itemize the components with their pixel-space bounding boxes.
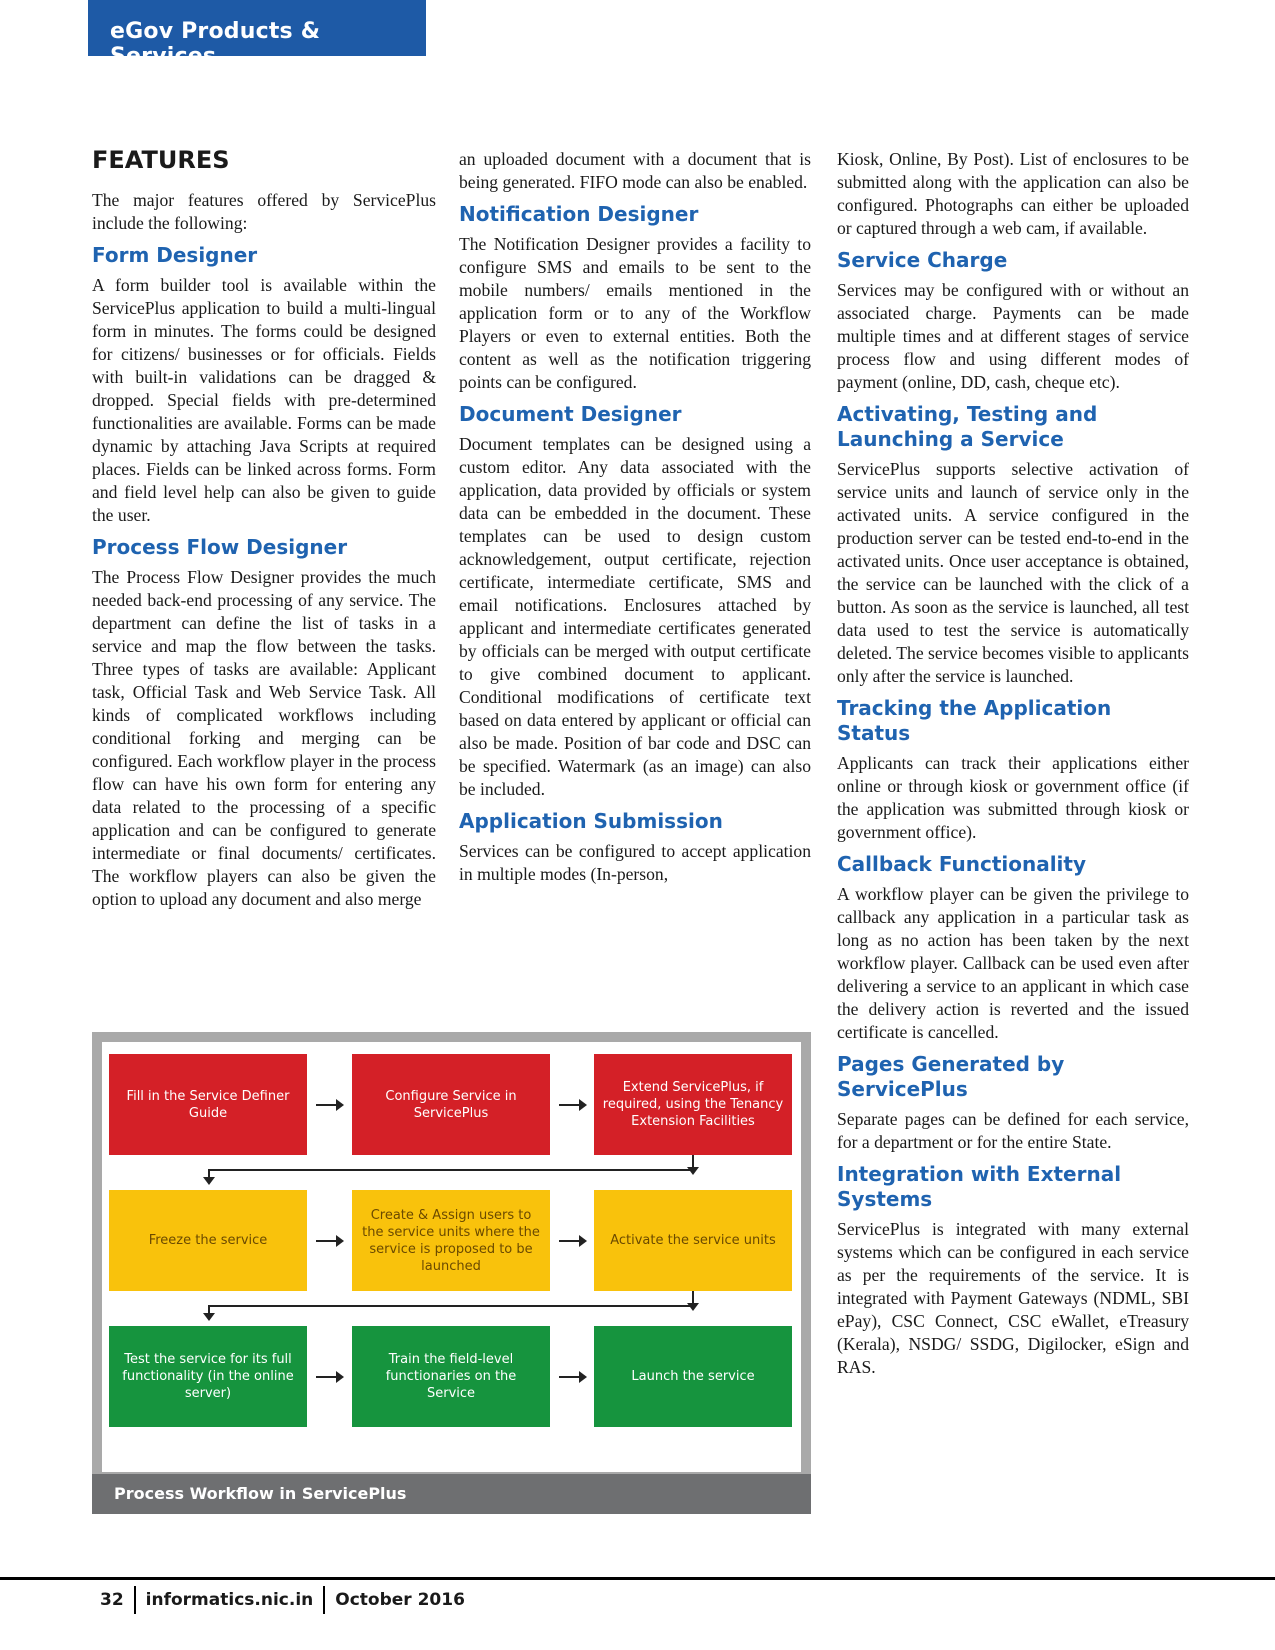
workflow-step-extend: Extend ServicePlus, if required, using the Tenancy Extension Facilities	[594, 1054, 792, 1155]
integration-heading: Integration with External Systems	[837, 1162, 1122, 1211]
workflow-step-fill-guide: Fill in the Service Definer Guide	[109, 1054, 307, 1155]
tracking-heading: Tracking the Application Status	[837, 696, 1112, 745]
column-3	[837, 148, 1189, 1387]
process-flow-continuation: an uploaded document with a document that is being generated. FIFO mode can also be enabled.	[459, 149, 811, 192]
document-designer-body: Document templates can be designed using a custom editor. Any data associated with the application, data provided by officials or system data can be embedded in the document. These templates can be used to design custom acknowledgement, output certificate, rejection certificate, intermediate certificate, SMS and email notifications. Enclosures attached by applicant and intermediate certificates generated by officials can be merged with output certificate to give combined document to applicant. Conditional modifications of certificate text based on data entered by applicant or official can also be made. Position of bar code and DSC can be specified. Watermark (as an image) can also be included.	[459, 434, 811, 799]
service-charge-body: Services may be configured with or without an associated charge. Payments can be made multiple times and at different stages of service process flow and using different modes of payment (online, DD, cash, cheque etc).	[837, 280, 1189, 392]
application-submission-continuation: Kiosk, Online, By Post). List of enclosures to be submitted along with the application can also be configured. Photographs can either be uploaded or captured through a web cam, if available.	[837, 149, 1189, 238]
workflow-connector	[208, 1305, 694, 1307]
workflow-arrow	[316, 1240, 342, 1242]
footer-site: informatics.nic.in	[145, 1590, 314, 1610]
workflow-connector	[208, 1169, 694, 1171]
workflow-connector	[692, 1291, 694, 1305]
pages-heading: Pages Generated by ServicePlus	[837, 1052, 1065, 1101]
callback-heading: Callback Functionality	[837, 852, 1087, 876]
workflow-arrow	[316, 1104, 342, 1106]
notification-designer-heading: Notification Designer	[459, 202, 699, 226]
footer-separator	[134, 1586, 136, 1614]
footer-issue: October 2016	[335, 1590, 465, 1610]
workflow-step-configure: Configure Service in ServicePlus	[352, 1054, 550, 1155]
service-charge-heading: Service Charge	[837, 248, 1008, 272]
process-flow-designer-heading: Process Flow Designer	[92, 535, 348, 559]
callback-body: A workflow player can be given the privilege to callback any application in a particular task as long as no action has been taken by the next workflow player. Callback can be used even after delivering a service to an applicant in which case the delivery action is reverted and the issued certificate is cancelled.	[837, 884, 1189, 1042]
workflow-arrow	[316, 1376, 342, 1378]
document-designer-heading: Document Designer	[459, 402, 682, 426]
integration-body: ServicePlus is integrated with many external systems which can be configured in each service as per the requirements of the service. It is integrated with Payment Gateways (NDML, SBI ePay), CSC Connect, CSC eWallet, eTreasury (Kerala), NSDG/ SSDG, Digilocker, eSign and RAS.	[837, 1219, 1189, 1377]
column-2	[459, 148, 811, 894]
workflow-arrow	[559, 1240, 585, 1242]
features-title: FEATURES	[92, 146, 230, 174]
form-designer-heading: Form Designer	[92, 243, 258, 267]
workflow-figure	[92, 1032, 811, 1514]
form-designer-body: A form builder tool is available within the ServicePlus application to build a multi-lingual form in minutes. The forms could be designed for citizens/ businesses or for officials. Fields with built-in validations can be dragged & dropped. Special fields with pre-determined functionalities are available. Forms can be made dynamic by attaching Java Scripts at required places. Fields can be linked across forms. Form and field level help can also be given to guide the user.	[92, 275, 436, 525]
tracking-body: Applicants can track their applications either online or through kiosk or government office (if the application was submitted through kiosk or government office).	[837, 753, 1189, 842]
footer-separator	[323, 1586, 325, 1614]
workflow-diagram	[102, 1042, 801, 1472]
workflow-arrow	[559, 1376, 585, 1378]
page-footer	[100, 1585, 465, 1615]
workflow-step-test: Test the service for its full functionality (in the online server)	[109, 1326, 307, 1427]
workflow-arrow	[559, 1104, 585, 1106]
workflow-step-launch: Launch the service	[594, 1326, 792, 1427]
page-number: 32	[100, 1590, 124, 1610]
workflow-step-train: Train the field-level functionaries on the Service	[352, 1326, 550, 1427]
activating-heading: Activating, Testing and Launching a Service	[837, 402, 1098, 451]
application-submission-heading: Application Submission	[459, 809, 723, 833]
footer-rule	[0, 1577, 1275, 1580]
workflow-caption: Process Workflow in ServicePlus	[92, 1474, 811, 1514]
section-header-label: eGov Products & Services	[110, 19, 321, 69]
activating-body: ServicePlus supports selective activation of service units and launch of service only in the activated units. A service configured in the production server can be tested end-to-end in the activated units. Once user acceptance is obtained, the service can be launched with the click of a button. As soon as the service is launched, all test data used to test the service is automatically deleted. The service becomes visible to applicants only after the service is launched.	[837, 459, 1189, 686]
notification-designer-body: The Notification Designer provides a facility to configure SMS and emails to be sent to the mobile numbers/ emails mentioned in the application form or to any of the Workflow Players or even to external entities. Both the content as well as the notification triggering points can be configured.	[459, 234, 811, 392]
workflow-step-freeze: Freeze the service	[109, 1190, 307, 1291]
workflow-step-activate: Activate the service units	[594, 1190, 792, 1291]
workflow-connector	[692, 1155, 694, 1169]
column-1	[92, 189, 436, 919]
workflow-arrow-down	[208, 1305, 210, 1315]
section-header-tab	[88, 0, 426, 69]
pages-body: Separate pages can be defined for each service, for a department or for the entire State.	[837, 1109, 1189, 1152]
features-intro: The major features offered by ServicePlus include the following:	[92, 190, 436, 233]
application-submission-body: Services can be configured to accept application in multiple modes (In-person,	[459, 841, 811, 884]
workflow-step-assign-users: Create & Assign users to the service units where the service is proposed to be launched	[352, 1190, 550, 1291]
workflow-arrow-down	[208, 1169, 210, 1179]
process-flow-designer-body: The Process Flow Designer provides the much needed back-end processing of any service. The department can define the list of tasks in a service and map the flow between the tasks. Three types of tasks are available: Applicant task, Official Task and Web Service Task. All kinds of complicated workflows including conditional forking and merging can be configured. Each workflow player in the process flow can have his own form for entering any data related to the processing of a specific application and can be configured to generate intermediate or final documents/ certificates. The workflow players can also be given the option to upload any document and also merge	[92, 567, 436, 909]
